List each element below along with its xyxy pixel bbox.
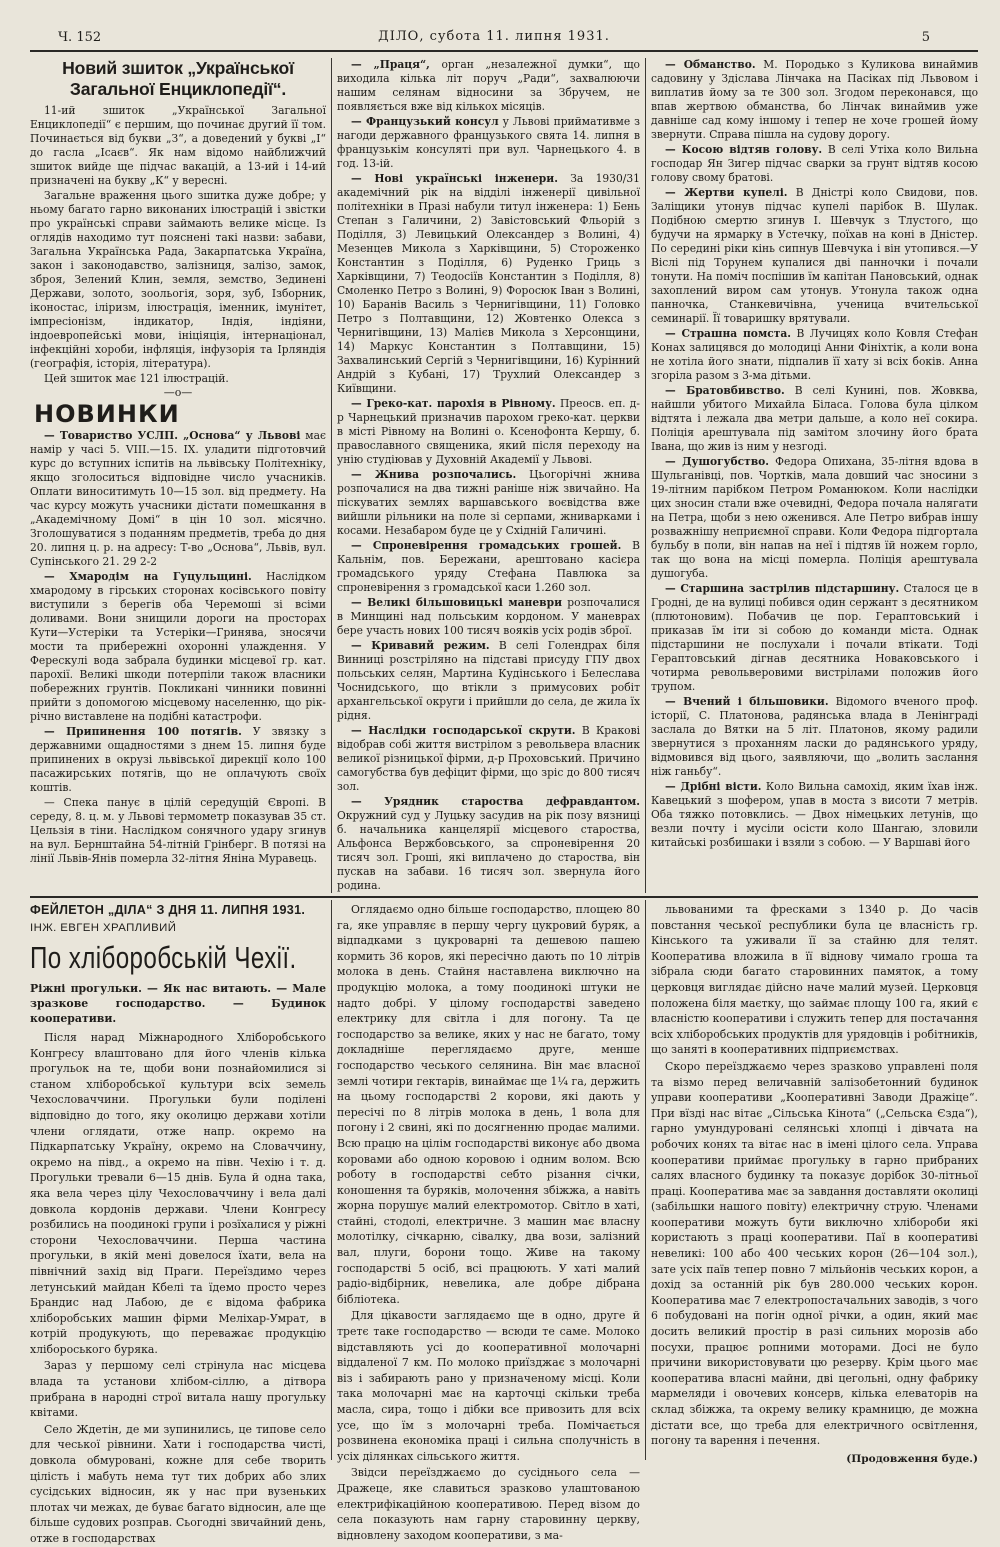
- news-item-body: В селі Голендрах біля Винниці розстріляно на підставі присуду ГПУ двох польських селян, Мартина Кудінського і Белеслава Чоснидського, що втікли з примусових робіт архангельської округи і прийшли до села, де жила їх рідня.: [337, 639, 640, 722]
- news-section-heading: НОВИНКИ: [34, 400, 180, 428]
- feuilleton-header: ФЕЙЛЕТОН „ДІЛА“ З ДНЯ 11. ЛИПНЯ 1931.: [30, 903, 306, 917]
- news-item: [337, 539, 640, 595]
- feuilleton-paragraph: Зараз у першому селі стрінула нас місцева влада та установи хлібом-сіллю, а дітвора прибрана в народні строї витала нашу прогульку квітами.: [30, 1359, 326, 1420]
- news-item-body: у Львові приймативме з нагоди державного французького свята 14. липня в французькім консуляті при вул. Чарнецького 4. в год. 13-ій.: [337, 115, 640, 170]
- news-item-headline: — „Праця“,: [351, 58, 430, 71]
- news-item-headline: — Душогубство.: [665, 455, 770, 468]
- encyclopedia-paragraph: 11-ий зшиток „Української Загальної Енциклопедії“ є першим, що починає другий її том. Починається від букви „З“, а доведений у букві „І“ до гасла „Ісаєв“. Як нам відомо найближчий зшиток вийде ще підчас вакацій, а 13-ий і 14-ий призначені на букву „К“ у вересні.: [30, 104, 326, 187]
- column-2: [337, 58, 640, 893]
- news-item-headline: — Братовбивство.: [665, 384, 785, 397]
- feuilleton-paragraph: Звідси переїзджаємо до сусіднього села — Дражеце, яке славиться зразково улаштованою електрифікаційною кооперативою. Перед візом до села показують нам гарну старовинну церкву, відновлену заходом кооперативи, з ма-: [337, 1466, 640, 1542]
- page-header: [58, 28, 930, 48]
- feuilleton-author: ІНЖ. ЕВГЕН ХРАПЛИВИЙ: [30, 922, 177, 934]
- news-item-body: У звязку з державними ощадностями з днем 15. липня буде припинених в окрузі львівської дирекції коло 100 пасажирських потягів, що не оплачують своїх коштів.: [30, 725, 326, 794]
- news-item: [337, 795, 640, 893]
- news-item-headline: — Наслідки господарської скрути.: [351, 724, 576, 737]
- encyclopedia-paragraph: Загальне враження цього зшитка дуже добре; у ньому багато гарно виконаних ілюстрацій і звістки про українські справи займають велике місце. Із оглядів находимо тут пояснені такі назви: забави, Загальна Українська Рада, Закарпатська Україна, закон і законодавство, залізниця, залізо, замок, зброя, Зелений Клин, земля, земство, Зединені Держави, золото, зоольогія, зоря, зуб, Ізборник, іконостас, іліризм, ілюстрація, іменник, імунітет, імпресіонізм, індикатор, Індія, індіяни, індоевропейські мови, ініціяція, інтернаціонал, інфекційні хороби, інфляція, інфузорія та Ірляндія (географія, історія, література).: [30, 189, 326, 370]
- feuilleton-paragraph: Село Ждетін, де ми зупинились, це типове село для чеської рівнини. Хати і господарства чисті, довкола обмуровані, кожне для себе творить цілість і мабуть нема тут тих добрих або злих сусідських відносин, як у нас при вузеньких плотах чи межах, де буває багато відносин, але ще більше судових розправ. Сьогодні звичайний день, отже в господарствах: [30, 1422, 326, 1545]
- feuilleton-rule: [30, 896, 978, 898]
- news-item-headline: — Кривавий режим.: [351, 639, 490, 652]
- news-item-body: В Лучицях коло Ковля Стефан Конах залицявся до молодиці Анни Фініхтік, а коли вона не хотіла його знати, підпалив її хату зі всіх боків. Анна згоріла разом з 3-ма дітьми.: [651, 327, 978, 382]
- news-item: [30, 429, 326, 569]
- news-item-headline: — Жнива розпочались.: [351, 468, 517, 481]
- news-item-headline: — Косою відтяв голову.: [665, 143, 823, 156]
- feuilleton-column-3: [651, 902, 978, 1465]
- news-item-headline: — Обманство.: [665, 58, 756, 71]
- section-ornament: —о—: [163, 386, 193, 399]
- news-item: [337, 724, 640, 794]
- column-divider: [645, 58, 646, 893]
- column-3: [651, 58, 978, 893]
- feuilleton-column-2: [337, 902, 640, 1542]
- issue-number: Ч. 152: [58, 30, 102, 45]
- news-item-body: В Кракові відобрав собі життя вистрілом з револьвера власник великої різницької фірми, д-р Проховський. Причино самогубства був дефіцит фірми, що зріс до 800 тисяч зол.: [337, 724, 640, 793]
- news-item: [337, 115, 640, 171]
- ad-code: 29 2-2: [122, 555, 158, 568]
- news-item: [337, 397, 640, 467]
- column-divider: [331, 58, 332, 893]
- news-item-headline: — Припинення 100 потягів.: [44, 725, 242, 738]
- news-item-body: має намір у часі 5. VIII.—15. IX. уладити підготовчий курс до вступних іспитів на львівську Політехніку, якщо зголоситься відповідне число учасників. Оплати виноситимуть 10—15 зол. від предмету. На час курсу можуть учасники дістати помешкання в „Академічному Домі“ в цін 10 зол. місячно. Зголошуватися з поданням предметів, треба до дня 20. липня ц. р. на адресу: Т-во „Основа“, Львів, вул. Супінського 21.: [30, 429, 326, 568]
- news-item-body: М. Породько з Куликова винаймив садовину у Здіслава Лінчака на Пасіках під Львовом і виплатив йому за те 300 зол. Згодом переконався, що впав жертвою обманства, бо Лінчак винаймив уже давніше сад кому іншому і тепер не хоче грошей йому звернути. Справа пішла на судову дорогу.: [651, 58, 978, 141]
- news-item-headline: — Великі більшовицькі маневри: [351, 596, 563, 609]
- page-number: 5: [921, 30, 930, 45]
- column-1: [30, 58, 326, 893]
- news-item: [651, 327, 978, 383]
- news-item: [337, 468, 640, 538]
- feuilleton-paragraph: Після нарад Міжнародного Хліборобського Конгресу влаштовано для його членів кілька прогульок на те, щоби вони познайомилися зі станом хліборобської культури всіх земель Чехословаччини. Прогульки були поділені відповідно до того, яку околицю держави хотіли члени оглядати, отже напр. окремо на Підкарпатську Україну, окремо на Словаччину, окремо на півд., а окремо на півн. Чехію і т. д. Прогульки тревали 6—15 днів. Була й одна така, яка вела через цілу Чехословаччину і вела далі довкола кордонів держави. Члени Конгресу розбились на поодинокі групи і розїхалися у ріжні сторони Чехословаччини. Перша частина прогульки, в якій мені довелося їхати, вела на північний захід від Праги. Переїздимо через летунський майдан Кбелі та їдемо просто через Брандис над Лабою, де є відома фабрика хліборобських машин фірми Меліхар-Умрат, в котрій продукують, що переважає продукцію хлібороського буряка.: [30, 1031, 326, 1356]
- news-item-body: Преосв. еп. д-р Чарнецький призначив парохом греко-кат. церкви в місті Рівному на Волині о. Ксенофонта Кершу, б. православного священика, який після переходу на унію студіював у Духовній Академії у Львові.: [337, 397, 640, 466]
- news-item-body: В Дністрі коло Свидови, пов. Заліщики утонув підчас купелі парібок В. Шулак. Подібною смертю згинув І. Шевчук з Тлустого, що будучи на ярмарку в Устечку, поїхав на коні в Дністер. По середині ріки кінь сипнув Шевчука і він утопився.—У Віслі під Торунем купалися дві панночки і почали тонути. На поміч поспішив їм капітан Пановський, однак захоплений виром сам утонув. Утонула також одна панночка, Станкевичівна, ученица вчительської семинарії. Її товаришку врятували.: [651, 186, 978, 325]
- news-item: [337, 639, 640, 723]
- column-divider: [645, 900, 646, 1460]
- news-item-body: Наслідком хмародому в гірських сторонах косівського повіту виступили з берегів оба Черемоші зі всіми доливами. Вони знищили дороги на просторах Кути—Устеріки та Устеріки—Гринява, зносячи мости та прибережні охоронні улаждення. У Ферескулі вода забрала будинки місцевої гр. кат. парохії. Великі шкоди потерпіли також власники побережних грунтів. Покликані чинники повинні прийти з допомогою місцевому населенню, що рік-річно виставлене на подібні катастрофи.: [30, 570, 326, 723]
- news-item: [30, 570, 326, 724]
- encyclopedia-paragraph: Цей зшиток має 121 ілюстрацій.: [44, 372, 229, 385]
- news-item: [651, 582, 978, 694]
- news-item-body: орган „незалежної думки“, що виходила кілька літ поруч „Ради“, захвалюючи нашим селянам відносини за Збручем, не появляється вже від кількох місяців.: [337, 58, 640, 113]
- news-item: [651, 58, 978, 142]
- news-item: [337, 596, 640, 638]
- news-item-body: В селі Утіха коло Вильна господар Ян Зигер підчас сварки за грунт відтяв косою голову свому братові.: [651, 143, 978, 184]
- news-item-body: В Кальнім, пов. Бережани, арештовано касієра громадського уряду Стефана Павлюка за спроневірення з громадської каси 1.260 зол.: [337, 539, 640, 594]
- news-item-headline: — Греко-кат. парохія в Рівному.: [351, 397, 556, 410]
- news-item-headline: — Хмародім на Гуцульщині.: [44, 570, 252, 583]
- encyclopedia-headline: Новий зшиток „Української Загальної Енциклопедії“.: [62, 58, 294, 99]
- news-item-headline: — Урядник староства дефравдантом.: [351, 795, 640, 808]
- news-item: — Спека панує в цілій середущій Європі. В середу, 8. ц. м. у Львові термометр показував 35 ст. Цельзія в тіни. Наслідком сонячного удару згинув на вул. Бернштайна 54-літній Грінберг. В потязі на лінії Львів-Янів померла 32-літня Яніна Муравець.: [30, 796, 326, 865]
- news-item-body: Окружний суд у Луцьку засудив на рік позу вязниці б. начальника канцелярії місцевого староства, Альфонса Вержбовського, за спроневірення 20 тисяч зол. Гроші, які виплачено до староства, він пускав на забави. 16 тисяч зол. звернула його родина.: [337, 809, 640, 892]
- header-rule: [30, 50, 978, 52]
- news-item: [30, 725, 326, 795]
- news-item-body: Цьогорічні жнива розпочалися на два тижні раніше ніж звичайно. На піскуватих землях варшавського воєвідства вже вийшли рільники на поле зі серпами, жниварками і косами. Незабаром буде це у Східній Галичині.: [337, 468, 640, 537]
- feuilleton-paragraph: львованими та фресками з 1340 р. До часів повстання чеської республики була це власність гр. Кінського та уживали її за стайню для телят. Кооператива вложила в її віднову чимало гроша та зібрала сюди багато старовинних памяток, а тому церковця виглядає дійсно наче малий музей. Церковця положена біля маєтку, що займає площу 100 га, який є власністю кооперативи і служить тепер для постачання всіх хліборобських продуктів для урядовців і робітників, що заняті в кооперативних підприємствах.: [651, 903, 978, 1057]
- feuilleton-paragraph: Для цікавости заглядаємо ще в одно, друге й третє таке господарство — всюди те саме. Молоко відставляють усі до кооперативної молочарні віддаленої 7 км. По молоко приїзджає з молочарні віз і забирають рано у призначеному місці. Коли така молочарні має на карточці скільки треба масла, сира, тощо і дібки все привозить для всіх усе, що їм з молочарні треба. Помічається розвинена економіка праці і сильна сполучність в усіх ділянках сільського життя.: [337, 1309, 640, 1463]
- news-item-headline: — Спроневірення громадських грошей.: [351, 539, 622, 552]
- news-item-body: За 1930/31 академічний рік на відділі інженерії цивільної політехніки в Празі набули титул інженера: 1) Бень Степан з Галичини, 2) Завістовський Фльорій з Поділля, 3) Левицький Олександер з Волині, 4) Мезенцев Микола з Харківщини, 5) Стороженко Константин з Поділля, 6) Руденко Гриць з Харківщини, 7) Теодосіїв Константин з Поділля, 8) Смоленко Петро з Волині, 9) Форосюк Іван з Волині, 10) Баранів Василь з Чернигівщини, 11) Головко Петро з Полтавщини, 12) Жовтенко Олекса з Чернигівщини, 13) Малієв Микола з Херсонщини, 14) Маркус Константин з Полтавщини, 15) Захвалинський Сергій з Чернигівщини, 16) Курінний Андрій з Кубані, 17) Трухлий Олександер з Київщини.: [337, 172, 640, 395]
- news-item-headline: — Вчений і більшовики.: [665, 695, 829, 708]
- news-item-body: Коло Вильна самохід, яким їхав інж. Кавецький з шофером, упав в моста з висоти 7 метрів. Оба тяжко потовклись. — Двох німецьких летунів, що везли почту і мусіли осісти коло Шангаю, зловили китайські розбишаки і взяли з собою. — У Варшаві його: [651, 780, 978, 849]
- news-item: [651, 143, 978, 185]
- feuilleton-title: По хліборобській Чехії.: [30, 940, 297, 975]
- news-item-body: Відомого вченого проф. історії, С. Платонова, радянська влада в Ленінграді заслала до Вятки на 5 літ. Платонов, якому радили звернутися з проханням ласки до радянського уряду, відмовився від цього, заявляючи, що „волить заслання ніж ганьбу“.: [651, 695, 978, 778]
- news-item-headline: — Французький консул: [351, 115, 499, 128]
- news-item-body: Сталося це в Гродні, де на вулиці побився один сержант з десятником (плютоновим). Побачив це пор. Гераптовський і приказав їм іти зі собою до команди міста. Однак підстаршини не послухали і почали втікати. Тоді Гераптовський дігнав десятника Новаковського і чотирма револьверовими вистрілами положив його трупом.: [651, 582, 978, 693]
- feuilleton-paragraph: Оглядаємо одно більше господарство, площею 80 га, яке управляє в першу чергу цукровий буряк, а відпадками з цукроварні та дешевою пашею кормить 36 коров, які пересічно дають по 10 літрів молока в день. Стайня наставлена виключно на продукцію молока, а тому поодинокі штуки не надто добрі. У цілому господарстві заведено електрику для світла і для погону. Та це господарство за велике, яких у нас не багато, тому докладніше переглядаємо друге, менше господарство чеського селянина. Він має власної землі чотири гектарів, винаймає ще 1¼ га, держить на цьому господарстві 2 корови, які дають у пересічі по 8 літрів молока в день, 1 вола для погону і 2 свині, які по досягненню продає малими. Всю працю на цілім господарстві виконує або двома коровами або одною коровою і одним волом. Всю роботу в господарстві себто різання січки, коношення та буряків, молочення збіжжа, а навіть жорна порушує малий електромотор. Світло в хаті, стайні, стодолі, електричне. З машин має власну молотілку, січкарню, сівалку, два вози, залізний вал, плуги, борони тощо. Живе на такому господарстві 5 осіб, всі працюють. У хаті малий радіо-відбірник, невелика, але добре дібрана бібліотека.: [337, 903, 640, 1306]
- continuation-note: (Продовження буде.): [846, 1452, 978, 1465]
- news-item: [651, 695, 978, 779]
- feuilleton-paragraph: Скоро переїзджаємо через зразково управлені поля та візмо перед величавній залізобетонний будинок управи кооперативи „Кооперативні Заводи Дражіце“. При вїзді нас вітає „Сільська Кінота“ („Сельска Єзда“), гарно умундуровані селянські хлопці і дівчата на робочих конях та вітає нас в імені цілого села. Управа кооперативи приймає прогульку в гарно прибраних салях власного будинку та показує дорібок 30-літньої праці. Кооператива має за завдання доставляти околиці (забільшки нашого повіту) електричну струю. Членами кооперативи можуть бути виключно хлібороби які користають з праці кооперативи. Паї в кооперативі невеликі: 100 або 400 чеських корон (26—104 зол.), зате усіх паїв тепер повно 7 мільйонів чеських корон, а дохід за останній рік був 280.000 чеських корон. Кооператива має 7 електропостачальних заводів, з чого 6 побудовані на погін одної річки, а один, який має досить великий простір в разі сильних морозів або посухи, працює ропними моторами. Досі не було причини використовувати цю резерву. Крім цього має кооператива власні майни, дві цегольні, одну фабрику мармеляди і овочевих консерв, кілька елеваторів на склад збіжжа, та окрему велику крамницю, де можна дістати все, що треба для електричного освітлення, погону та варення і печення.: [651, 1059, 978, 1448]
- news-item-headline: — Жертви купелі.: [665, 186, 788, 199]
- news-item: [651, 186, 978, 326]
- news-item: [651, 384, 978, 454]
- feuilleton-column-1: [30, 902, 326, 1545]
- news-item: [337, 172, 640, 396]
- news-item-headline: — Старшина застрілив підстаршину.: [665, 582, 900, 595]
- news-item-headline: — Страшна помста.: [665, 327, 791, 340]
- news-item-headline: — Товариство УСЛП. „Основа“ у Львові: [44, 429, 301, 442]
- feuilleton-subheading: Ріжні прогульки. — Як нас витають. — Мале зразкове господарство. — Будинок кооперативи.: [30, 982, 326, 1025]
- news-item-body: Федора Опихана, 35-літня вдова в Шульганівці, пов. Чортків, мала довший час зносини з 19-літним парібком Петром Романюком. Коли наслідки цих зносин стали вже очевидні, Федора почала налягати на Петра, щоби з нею оженився. Але Петро вибрав іншу розважнішу неприємної справи. Коли Федора підгортала бульбу в поли, він напав на неї і підтяв їй ножем горло, так що вона на місці померла. Поліція арештувала душогуба.: [651, 455, 978, 580]
- newspaper-title: ДІЛО, субота 11. липня 1931.: [378, 29, 610, 44]
- news-item-headline: — Дрібні вісти.: [665, 780, 762, 793]
- column-divider: [331, 900, 332, 1460]
- news-item: [651, 455, 978, 581]
- news-item-body: В селі Кунині, пов. Жовква, найшли убитого Михайла Біласа. Голова була цілком відтята і лежала два метри дальше, а коло неї сокира. Поліція арештувала під замітом злочину його брата Івана, що жив із ним у незгоді.: [651, 384, 978, 453]
- news-item-headline: — Нові українські інженери.: [351, 172, 558, 185]
- news-item: [651, 780, 978, 850]
- news-item-body: розпочалися в Минщині над польським кордоном. У маневрах бере участь нових 100 тисяч вояків усіх родів зброї.: [337, 596, 641, 637]
- news-item: [337, 58, 640, 114]
